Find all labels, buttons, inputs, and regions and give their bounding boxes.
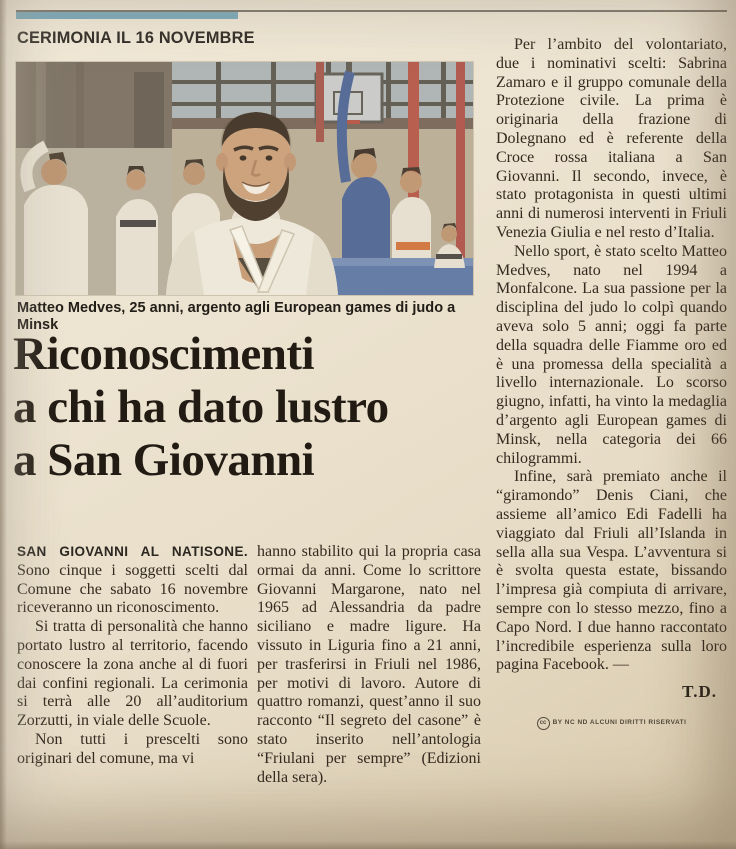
- photo-caption: Matteo Medves, 25 anni, argento agli European games di judo a Minsk: [17, 299, 456, 333]
- creative-commons-icon: cc: [537, 717, 550, 730]
- article-headline: [13, 328, 491, 487]
- judo-gym-photo-illustration: [16, 62, 473, 295]
- body-column-2: [257, 543, 481, 787]
- paragraph: hanno stabilito qui la propria casa ormai da anni. Come lo scrittore Giovanni Margarone, nato nel 1965 ad Alessandria da padre siciliano e madre ligure. Ha vissuto in Liguria fino a 21 anni, per trasferirsi in Friuli nel 1986, per motivi di lavoro. Autore di quattro romanzi, quest’anno il suo racconto “Il segreto del casone” è stato inserito nell’antologia “Friulani per sempre” (Edizioni della sera).: [257, 543, 481, 786]
- paragraph-lead-text: Sono cinque i soggetti scelti dal Comune che sabato 16 novembre riceveranno un riconoscimento.: [17, 561, 248, 617]
- page-edge-shadow-bottom: [0, 841, 736, 849]
- headline-line-3: a San Giovanni: [13, 434, 315, 486]
- headline-line-2: a chi ha dato lustro: [13, 381, 389, 433]
- author-initials: T.D.: [682, 682, 717, 702]
- article-kicker: CERIMONIA IL 16 NOVEMBRE: [17, 28, 255, 47]
- license-line: [496, 714, 727, 733]
- page-edge-shadow-left: [0, 0, 7, 849]
- body-column-3: [496, 36, 727, 733]
- paragraph-lead: [17, 543, 248, 618]
- section-accent-bar: [16, 12, 238, 19]
- dateline-lead-in: SAN GIOVANNI AL NATISONE.: [17, 544, 248, 559]
- article-photo: [16, 62, 473, 295]
- paragraph: Non tutti i prescelti sono originari del comune, ma vi: [17, 730, 248, 767]
- paragraph: Si tratta di personalità che hanno portato lustro al territorio, facendo conoscere la zona anche al di fuori dai confini regionali. La cerimonia si terrà alle 20 all’auditorium Zorzutti, in viale delle Scuole.: [17, 618, 248, 730]
- body-column-1: [17, 543, 248, 769]
- paragraph: Per l’ambito del volontariato, due i nominativi scelti: Sabrina Zamaro e il gruppo comunale della Protezione civile. La prima è originaria della frazione di Dolegnano ed è referente della Croce rossa italiana a San Giovanni. Il secondo, invece, è stato protagonista in questi ultimi anni di numerosi interventi in Friuli Venezia Giulia e nel resto d’Italia.: [496, 36, 727, 241]
- headline-line-1: Riconoscimenti: [13, 328, 315, 380]
- rights-label: BY NC ND ALCUNI DIRITTI RISERVATI: [552, 718, 687, 726]
- paragraph: Nello sport, è stato scelto Matteo Medves, nato nel 1994 a Monfalcone. La sua passione per la disciplina del judo lo colpì quando aveva solo 5 anni; oggi fa parte della squadra delle Fiamme oro ed è una promessa della specialità a livello internazionale. Lo scorso giugno, infatti, ha vinto la medaglia d’argento agli European games di Minsk, nella categoria dei 66 chilogrammi.: [496, 242, 727, 467]
- paragraph: Infine, sarà premiato anche il “giramondo” Denis Ciani, che assieme all’amico Edi Fadelli ha viaggiato dal Friuli all’Islanda in sella alla sua Vespa. L’avventura si è svolta questa estate, bissando l’impresa già compiuta di arrivare, sempre con lo stesso mezzo, fino a Capo Nord. I due hanno raccontato l’incredibile esperienza sulla loro pagina Facebook. —: [496, 468, 727, 674]
